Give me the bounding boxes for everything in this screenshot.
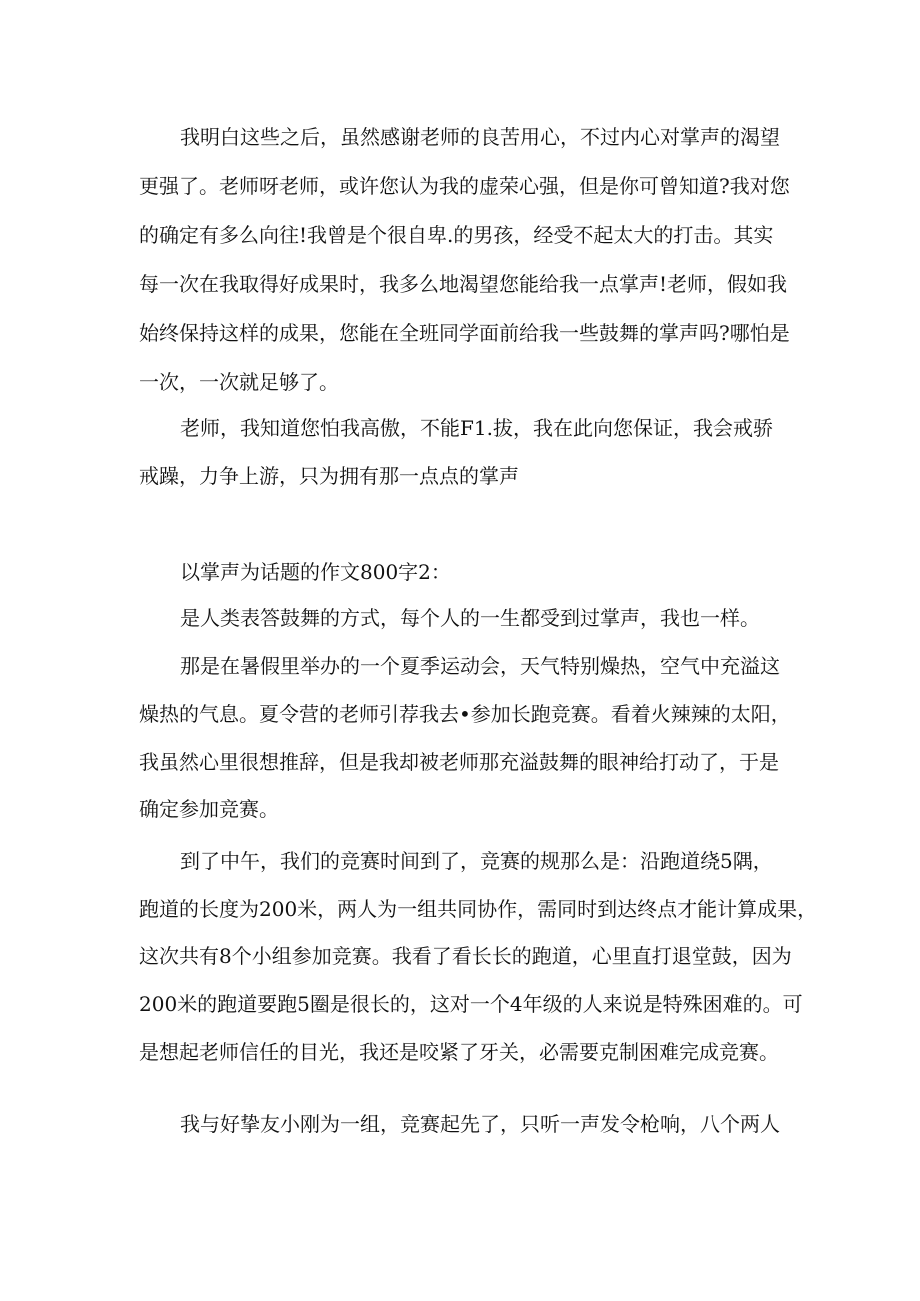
text-line: 到了中午，我们的竞赛时间到了，竞赛的规那么是：沿跑道绕5隅， bbox=[180, 849, 773, 873]
text-line: 更强了。老师呀老师，或许您认为我的虚荣心强，但是你可曾知道?我对您 bbox=[139, 174, 790, 198]
text-line: 每一次在我取得好成果时，我多么地渴望您能给我一点掌声!老师，假如我 bbox=[139, 272, 788, 296]
text-line: 始终保持这样的成果，您能在全班同学面前给我一些鼓舞的掌声吗?哪怕是 bbox=[139, 321, 790, 345]
text-line: 那是在暑假里举办的一个夏季运动会，天气特别燥热，空气中充溢这 bbox=[180, 654, 780, 678]
text-line: 我与好挚友小刚为一组，竞赛起先了，只听一声发令枪响，八个两人 bbox=[180, 1112, 780, 1136]
text-line: 燥热的气息。夏令营的老师引荐我去•参加长跑竞赛。看着火辣辣的太阳， bbox=[139, 702, 791, 726]
text-line: 是人类表答鼓舞的方式，每个人的一生都受到过掌声，我也一样。 bbox=[180, 606, 760, 630]
text-line: 跑道的长度为200米，两人为一组共同协作，需同时到达终点才能计算成果， bbox=[139, 897, 818, 921]
text-line: 是想起老师信任的目光，我还是咬紧了牙关，必需要克制困难完成竞赛。 bbox=[139, 1040, 779, 1064]
text-line: 我明白这些之后，虽然感谢老师的良苦用心，不过内心对掌声的渴望 bbox=[180, 125, 780, 149]
text-line: 一次，一次就足够了。 bbox=[139, 370, 339, 394]
text-line: 200米的跑道要跑5圈是很长的，这对一个4年级的人来说是特殊困难的。可 bbox=[139, 992, 803, 1016]
text-line: 老师，我知道您怕我高傲，不能F1.拔，我在此向您保证，我会戒骄 bbox=[180, 416, 773, 440]
section-heading: 以掌声为话题的作文800字2： bbox=[180, 560, 451, 584]
text-line: 确定参加竞赛。 bbox=[139, 797, 279, 821]
text-line: 我虽然心里很想推辞，但是我却被老师那充溢鼓舞的眼神给打动了，于是 bbox=[139, 750, 779, 774]
text-line: 的确定有多么向往!我曾是个很自卑.的男孩，经受不起太大的打击。其实 bbox=[139, 223, 774, 247]
text-line: 戒躁，力争上游，只为拥有那一点点的掌声 bbox=[139, 464, 519, 488]
text-line: 这次共有8个小组参加竞赛。我看了看长长的跑道，心里直打退堂鼓，因为 bbox=[139, 944, 792, 968]
